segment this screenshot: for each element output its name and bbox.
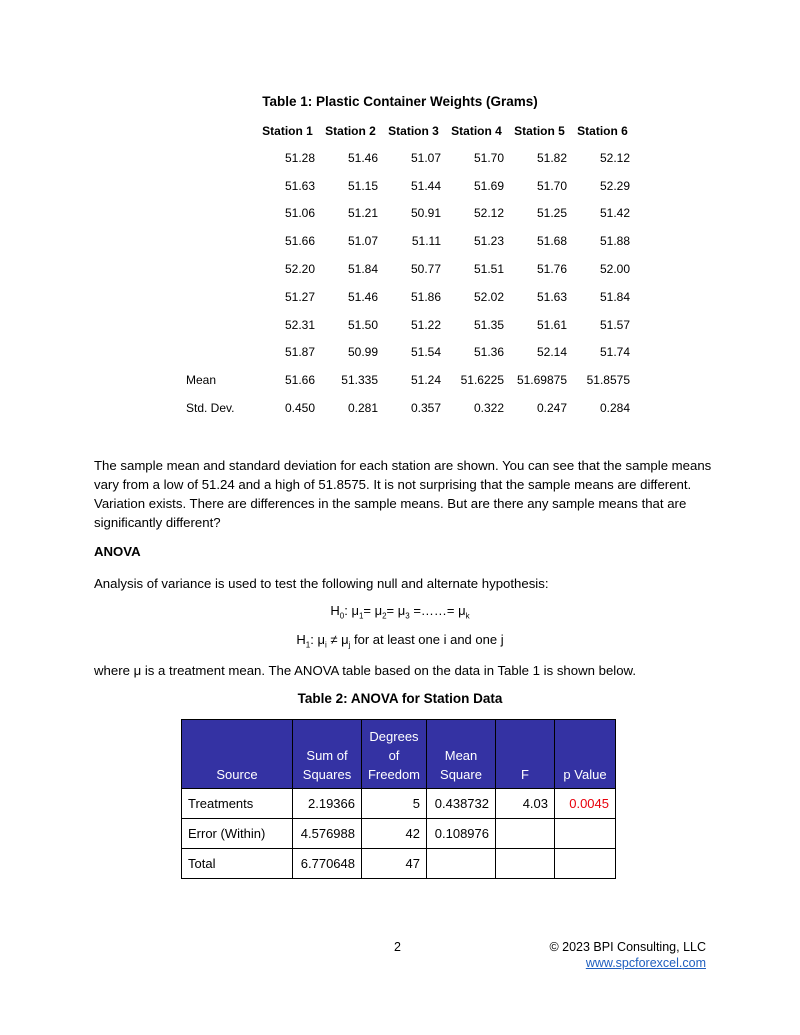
- table1-cell: 51.61: [536, 317, 567, 332]
- table1-data-row: [178, 283, 634, 311]
- table1-col-header: Station 2: [325, 124, 376, 138]
- table1-col-header: Station 6: [577, 124, 628, 138]
- table1-cell: 51.35: [473, 317, 504, 332]
- table1-mean-row: [178, 366, 634, 394]
- table1-row-label: Std. Dev.: [186, 401, 235, 416]
- table1-cell: 51.6225: [460, 373, 504, 388]
- anova-cell: Error (Within): [182, 819, 293, 849]
- table1-cell: 51.07: [347, 234, 378, 249]
- anova-cell: 6.770648: [293, 849, 362, 879]
- table1-cell: 51.70: [473, 150, 504, 165]
- anova-header-row: [182, 720, 616, 789]
- anova-table: [181, 719, 616, 879]
- table1-cell: 0.281: [347, 401, 378, 416]
- table1-cell: 51.50: [347, 317, 378, 332]
- copyright-text: © 2023 BPI Consulting, LLC: [549, 940, 706, 954]
- table1-cell: 0.322: [473, 401, 504, 416]
- table1-col-header: Station 4: [451, 124, 502, 138]
- table1-cell: 0.357: [410, 401, 441, 416]
- anova-cell: 0.438732: [427, 789, 496, 819]
- anova-col-f: F: [496, 720, 555, 789]
- table1-cell: 51.87: [284, 345, 315, 360]
- table1-row-label: [178, 255, 256, 283]
- table1-cell: 51.22: [410, 317, 441, 332]
- table1-title: Table 1: Plastic Container Weights (Grams): [262, 94, 538, 109]
- table1-cell: 51.66: [284, 373, 315, 388]
- anova-cell: 4.03: [496, 789, 555, 819]
- anova-cell: [496, 819, 555, 849]
- anova-row: [182, 849, 616, 879]
- table1-cell: 51.46: [347, 289, 378, 304]
- table1-data-row: [178, 255, 634, 283]
- table1-row-label: [178, 227, 256, 255]
- table1-cell: 51.68: [536, 234, 567, 249]
- table1-row-label: [178, 339, 256, 367]
- table1-col-header: Station 1: [262, 124, 313, 138]
- table1-cell: 51.84: [347, 262, 378, 277]
- table1-data-row: [178, 200, 634, 228]
- paragraph-sample-means: The sample mean and standard deviation for each station are shown. You can see that the sample means vary from a low of 51.24 and a high of 51.8575. It is not surprising that the sample means are different. Variation exists. There are differences in the sample means. But are there any sample means that are significantly different?: [94, 458, 712, 530]
- anova-p-value-cell: [555, 819, 616, 849]
- paragraph-treatment-mean: where μ is a treatment mean. The ANOVA table based on the data in Table 1 is shown below.: [94, 663, 637, 678]
- table1-cell: 51.69875: [516, 373, 567, 388]
- table1-cell: 51.69: [473, 178, 504, 193]
- table1-row-label: Mean: [186, 373, 217, 388]
- table1-cell: 51.15: [347, 178, 378, 193]
- table1-cell: 51.82: [536, 150, 567, 165]
- table1-cell: 52.02: [473, 289, 504, 304]
- table1-data-row: [178, 144, 634, 172]
- anova-row: [182, 789, 616, 819]
- table1-cell: 51.24: [410, 373, 441, 388]
- table1-row-label: [178, 311, 256, 339]
- anova-heading: ANOVA: [94, 544, 141, 559]
- table1-cell: 52.20: [284, 262, 315, 277]
- table1-cell: 51.44: [410, 178, 441, 193]
- anova-cell: 47: [362, 849, 427, 879]
- table1-cell: 51.28: [284, 150, 315, 165]
- table1-row-label: [178, 144, 256, 172]
- table1-row-label: [178, 283, 256, 311]
- table1-cell: 51.8575: [586, 373, 630, 388]
- null-hypothesis: $H_0$: $\mu_1= \mu_2= \mu_3$ =……= $\mu_k$: [330, 603, 470, 621]
- table1-cell: 52.12: [599, 150, 630, 165]
- table1-cell: 51.88: [599, 234, 630, 249]
- table1-cell: 51.54: [410, 345, 441, 360]
- table1-row-label: [178, 172, 256, 200]
- table1-cell: 51.66: [284, 234, 315, 249]
- table1-cell: 0.284: [599, 401, 630, 416]
- page-number: 2: [394, 940, 401, 954]
- table1-cell: 52.12: [473, 206, 504, 221]
- table1-cell: 50.99: [347, 345, 378, 360]
- anova-col-degrees-of-freedom: Degrees of Freedom: [362, 720, 427, 789]
- table1-corner: [178, 118, 256, 144]
- table1-cell: 51.335: [341, 373, 378, 388]
- anova-p-value-cell: 0.0045: [555, 789, 616, 819]
- anova-cell: [427, 849, 496, 879]
- alternate-hypothesis: $H_1$: $\mu_i \ne \mu_j$ for at least one i and one j: [296, 632, 504, 650]
- table1-data-row: [178, 227, 634, 255]
- table1-cell: 51.36: [473, 345, 504, 360]
- table1-cell: 50.91: [410, 206, 441, 221]
- table1-col-header: Station 5: [514, 124, 565, 138]
- anova-cell: 4.576988: [293, 819, 362, 849]
- anova-col-sum-of-squares: Sum of Squares: [293, 720, 362, 789]
- table1-cell: 51.86: [410, 289, 441, 304]
- anova-cell: Treatments: [182, 789, 293, 819]
- table1-std-dev-row: [178, 394, 634, 422]
- anova-cell: Total: [182, 849, 293, 879]
- website-link[interactable]: www.spcforexcel.com: [585, 956, 706, 970]
- table1-cell: 0.450: [284, 401, 315, 416]
- table1-cell: 52.29: [599, 178, 630, 193]
- table1-col-header: Station 3: [388, 124, 439, 138]
- table1-cell: 51.23: [473, 234, 504, 249]
- table1-cell: 51.42: [599, 206, 630, 221]
- table1-data-row: [178, 339, 634, 367]
- anova-col-mean-square: Mean Square: [427, 720, 496, 789]
- table1-cell: 51.51: [473, 262, 504, 277]
- anova-cell: 0.108976: [427, 819, 496, 849]
- anova-cell: 2.19366: [293, 789, 362, 819]
- table1-cell: 52.14: [536, 345, 567, 360]
- table1-cell: 51.57: [599, 317, 630, 332]
- table1-data-row: [178, 311, 634, 339]
- table1-cell: 0.247: [536, 401, 567, 416]
- table1-cell: 51.70: [536, 178, 567, 193]
- table1-cell: 51.84: [599, 289, 630, 304]
- table1-cell: 51.74: [599, 345, 630, 360]
- anova-col-p-value: p Value: [555, 720, 616, 789]
- table1-cell: 51.25: [536, 206, 567, 221]
- anova-cell: 5: [362, 789, 427, 819]
- table1-cell: 51.07: [410, 150, 441, 165]
- table1-cell: 52.31: [284, 317, 315, 332]
- table1-header-row: [178, 118, 634, 144]
- table1-data-row: [178, 172, 634, 200]
- anova-cell: [496, 849, 555, 879]
- table1-cell: 51.63: [536, 289, 567, 304]
- table1-cell: 51.76: [536, 262, 567, 277]
- table1-row-label: [178, 200, 256, 228]
- table2-title: Table 2: ANOVA for Station Data: [297, 691, 503, 706]
- table1: [178, 118, 634, 422]
- table1-cell: 51.11: [411, 234, 441, 249]
- anova-col-source: Source: [182, 720, 293, 789]
- table1-cell: 51.63: [284, 178, 315, 193]
- table1-cell: 50.77: [410, 262, 441, 277]
- anova-p-value-cell: [555, 849, 616, 879]
- table1-cell: 52.00: [599, 262, 630, 277]
- table1-cell: 51.27: [284, 289, 315, 304]
- anova-row: [182, 819, 616, 849]
- table1-cell: 51.21: [347, 206, 378, 221]
- anova-cell: 42: [362, 819, 427, 849]
- table1-cell: 51.06: [284, 206, 315, 221]
- paragraph-analysis: Analysis of variance is used to test the following null and alternate hypothesis:: [94, 576, 549, 591]
- table1-cell: 51.46: [347, 150, 378, 165]
